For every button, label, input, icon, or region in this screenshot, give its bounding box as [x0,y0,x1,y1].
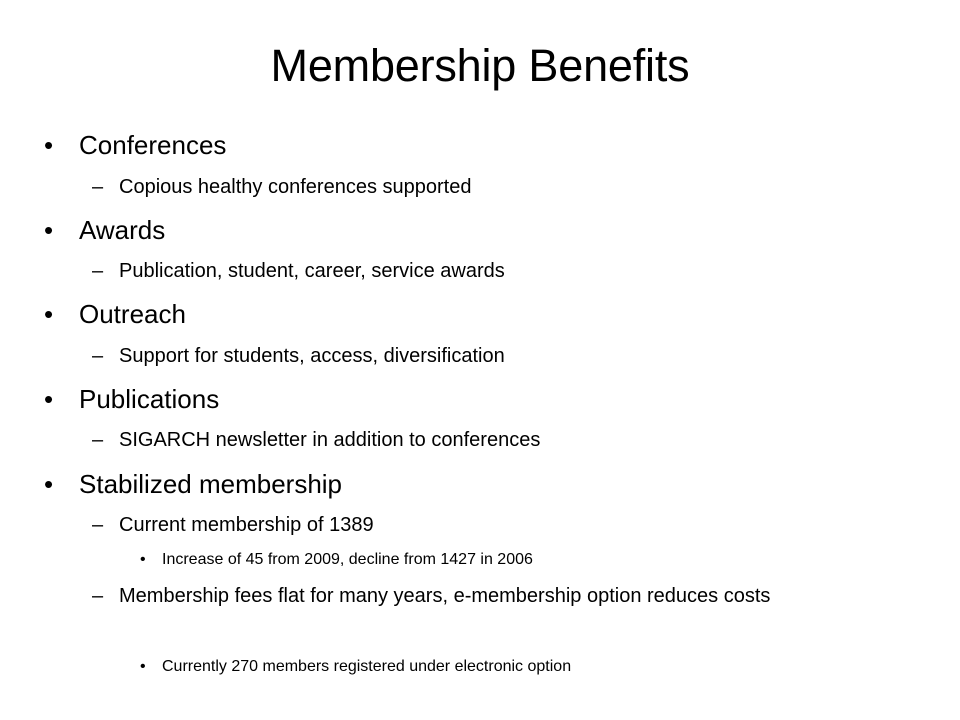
sub-bullet-marker: – [92,260,104,282]
sub-sub-bullet-item [140,656,924,678]
sub-bullet-marker: – [92,514,104,536]
bullet-marker: • [44,130,54,160]
sub-sub-bullet-item [140,549,924,571]
sub-bullet-text: Publication, student, career, service awards [119,260,505,282]
sub-bullet-marker: – [92,176,104,198]
bullet-label: Publications [79,384,220,414]
sub-bullet-item [92,174,924,200]
bullet-marker: • [44,299,54,329]
bullet-marker: • [44,469,54,499]
bullet-item [44,214,924,246]
bullet-label: Awards [79,215,166,245]
sub-bullet-text: Support for students, access, diversification [119,345,505,367]
bullet-label: Conferences [79,130,227,160]
bullet-item [44,129,924,161]
bullet-label: Outreach [79,299,186,329]
bullet-marker: • [44,215,54,245]
sub-bullet-text: Copious healthy conferences supported [119,176,472,198]
sub-bullet-item [92,512,924,538]
sub-sub-bullet-text: Currently 270 members registered under electronic option [162,658,572,675]
sub-bullet-text: Current membership of 1389 [119,514,374,536]
sub-bullet-item [92,258,924,284]
sub-bullet-item [92,583,930,639]
bullet-item [44,298,924,330]
slide-title: Membership Benefits [270,40,690,91]
sub-bullet-marker: – [92,429,104,451]
bullet-item [44,468,924,500]
sub-bullet-item [92,427,924,453]
bullet-marker: • [44,384,54,414]
bullet-item [44,383,924,415]
sub-bullet-marker: – [92,345,104,367]
sub-bullet-text: Membership fees flat for many years, e-membership option reduces costs [119,585,771,607]
sub-bullet-text: SIGARCH newsletter in addition to conferences [119,429,541,451]
sub-sub-bullet-marker: • [140,551,146,568]
sub-bullet-marker: – [92,585,104,607]
sub-sub-bullet-text: Increase of 45 from 2009, decline from 1427 in 2006 [162,551,533,568]
bullet-label: Stabilized membership [79,469,343,499]
sub-bullet-item [92,343,924,369]
sub-sub-bullet-marker: • [140,658,146,675]
